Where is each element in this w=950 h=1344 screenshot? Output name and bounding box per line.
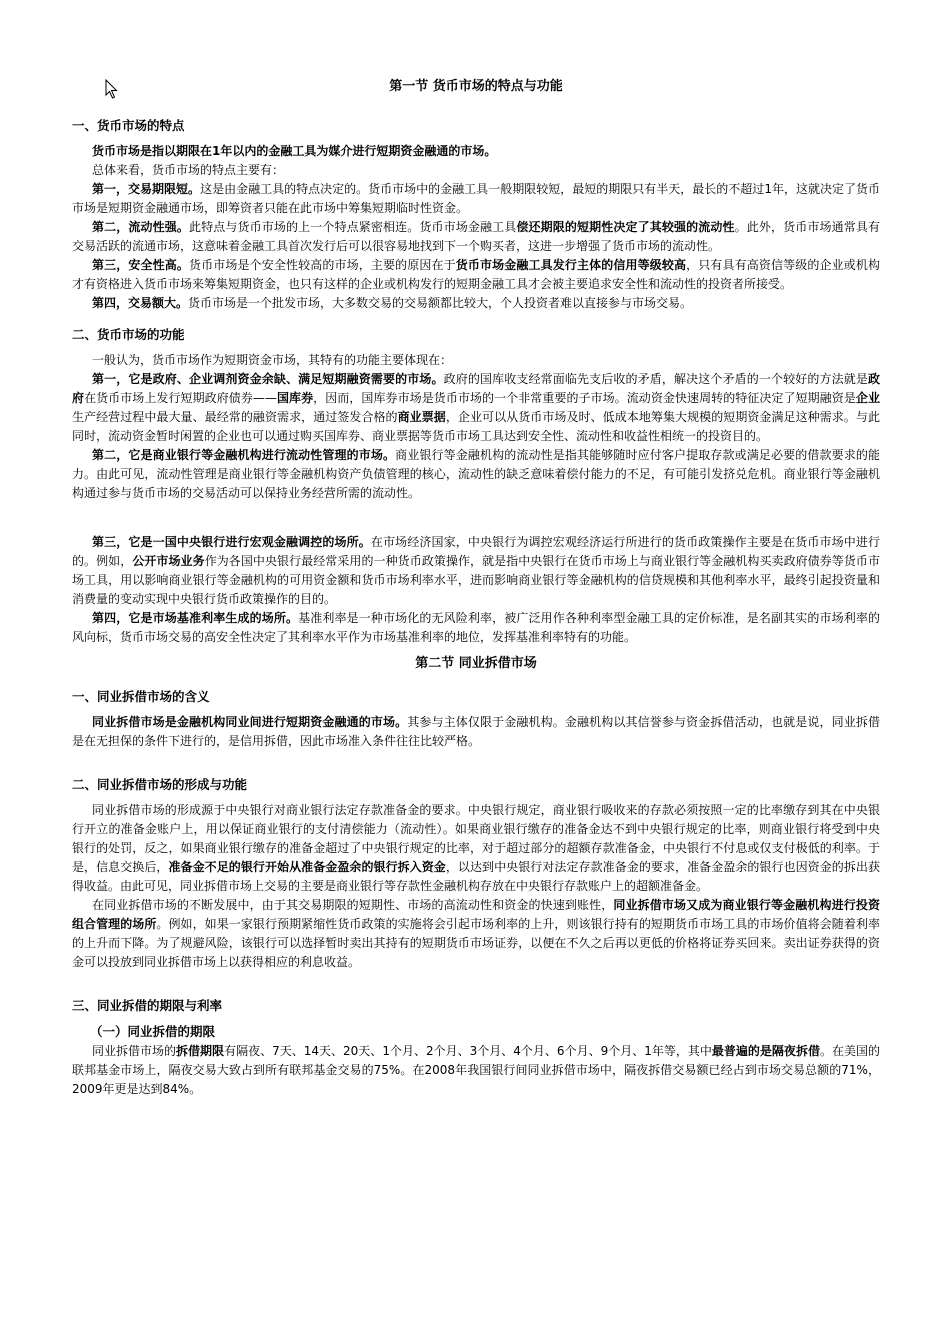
section-2-title: 第二节 同业拆借市场 bbox=[415, 656, 537, 671]
heading-interbank-meaning: 一、同业拆借市场的含义 bbox=[72, 689, 210, 704]
heading-interbank-term-rate: 三、同业拆借的期限与利率 bbox=[72, 998, 223, 1013]
function-4-paragraph: 第四，它是市场基准利率生成的场所。基准利率是一种市场化的无风险利率，被广泛用作各种利率型金融工具的定价标准，是名副其实的市场利率的风向标，货币市场交易的高安全性决定了其利率水平作为市场基准利率的地位，发挥基准利率特有的功能。 bbox=[72, 611, 880, 644]
subheading-interbank-term: （一）同业拆借的期限 bbox=[90, 1024, 216, 1039]
function-2-paragraph: 第二，它是商业银行等金融机构进行流动性管理的市场。商业银行等金融机构的流动性是指其能够随时应付客户提取存款或满足必要的借款要求的能力。由此可见，流动性管理是商业银行等金融机构资产负债管理的核心，流动性的缺乏意味着偿付能力的不足，有可能引发挤兑危机。商业银行等金融机构通过参与货币市场的交易活动可以保持业务经营所需的流动性。 bbox=[72, 448, 880, 500]
heading-interbank-formation: 二、同业拆借市场的形成与功能 bbox=[72, 777, 248, 792]
functions-intro-paragraph: 一般认为，货币市场作为短期资金市场，其特有的功能主要体现在： bbox=[92, 353, 453, 367]
heading-money-market-functions: 二、货币市场的功能 bbox=[72, 327, 185, 342]
feature-3-paragraph: 第三，安全性高。货币市场是个安全性较高的市场，主要的原因在于货币市场金融工具发行主体的信用等级较高，只有具有高资信等级的企业或机构才有资格进入货币市场来筹集短期资金，也只有这样的企业或机构发行的短期金融工具才会被主要追求安全性和流动性的投资者所接受。 bbox=[72, 258, 880, 291]
heading-money-market-features: 一、货币市场的特点 bbox=[72, 118, 185, 133]
formation-paragraph: 同业拆借市场的形成源于中央银行对商业银行法定存款准备金的要求。中央银行规定，商业银行吸收来的存款必须按照一定的比率缴存到其在中央银行开立的准备金账户上，用以保证商业银行的支付清偿能力（流动性）。如果商业银行缴存的准备金达不到中央银行规定的比率，则商业银行将受到中央银行的处罚，反之，如果商业银行缴存的准备金超过了中央银行规定的比率，对于超过部分的超额存款准备金，中央银行不付息或仅支付极低的利率。于是，信息交换后，准备金不足的银行开始从准备金盈余的银行拆入资金，以达到中央银行对法定存款准备金的要求，准备金盈余的银行也因资金的拆出获得收益。由此可见，同业拆借市场上交易的主要是商业银行等存款性金融机构存放在中央银行存款账户上的超额准备金。 bbox=[72, 803, 880, 893]
term-paragraph: 同业拆借市场的拆借期限有隔夜、7天、14天、20天、1个月、2个月、3个月、4个月、6个月、9个月、1年等，其中最普遍的是隔夜拆借。在美国的联邦基金市场上，隔夜交易大致占到所有联邦基金交易的75%。在2008年我国银行间同业拆借市场中，隔夜拆借交易额已经占到市场交易总额的71%，2009年更是达到84%。 bbox=[72, 1044, 880, 1096]
intro-paragraph: 总体来看，货币市场的特点主要有： bbox=[92, 163, 285, 177]
function-3-paragraph: 第三，它是一国中央银行进行宏观金融调控的场所。在市场经济国家，中央银行为调控宏观经济运行所进行的货币政策操作主要是在货币市场中进行的。例如，公开市场业务作为各国中央银行最经常采用的一种货币政策操作，就是指中央银行在货币市场上与商业银行等金融机构买卖政府债券等货币市场工具，用以影响商业银行等金融机构的可用资金额和货币市场利率水平，进而影响商业银行等金融机构的信贷规模和其他利率水平，最终引起投资量和消费量的变动实现中央银行货币政策操作的目的。 bbox=[72, 535, 880, 606]
section-1-title: 第一节 货币市场的特点与功能 bbox=[389, 79, 563, 94]
feature-1-paragraph: 第一，交易期限短。这是由金融工具的特点决定的。货币市场中的金融工具一般期限较短，最短的期限只有半天，最长的不超过1年，这就决定了货币市场是短期资金融通市场，即筹资者只能在此市场中筹集短期临时性资金。 bbox=[72, 182, 880, 215]
feature-4-paragraph: 第四，交易额大。货币市场是一个批发市场，大多数交易的交易额都比较大，个人投资者难以直接参与市场交易。 bbox=[92, 296, 693, 310]
function-1-paragraph: 第一，它是政府、企业调剂资金余缺、满足短期融资需要的市场。政府的国库收支经常面临先支后收的矛盾，解决这个矛盾的一个较好的方法就是政府在货币市场上发行短期政府债券——国库券，因而，国库券市场是货币市场的一个非常重要的子市场。流动资金快速周转的特征决定了短期融资是企业生产经营过程中最大量、最经常的融资需求，通过签发合格的商业票据，企业可以从货币市场及时、低成本地筹集大规模的短期资金满足这种需求。与此同时，流动资金暂时闲置的企业也可以通过购买国库券、商业票据等货币市场工具达到安全性、流动性和收益性相统一的投资目的。 bbox=[72, 372, 880, 443]
feature-2-paragraph: 第二，流动性强。此特点与货币市场的上一个特点紧密相连。货币市场金融工具偿还期限的短期性决定了其较强的流动性。此外，货币市场通常具有交易活跃的流通市场，这意味着金融工具首次发行后可以很容易地找到下一个购买者，这进一步增强了货币市场的流动性。 bbox=[72, 220, 880, 253]
definition-paragraph: 货币市场是指以期限在1年以内的金融工具为媒介进行短期资金融通的市场。 bbox=[92, 144, 497, 158]
document-page bbox=[72, 70, 880, 1099]
interbank-definition-paragraph: 同业拆借市场是金融机构同业间进行短期资金融通的市场。其参与主体仅限于金融机构。金融机构以其信誉参与资金拆借活动，也就是说，同业拆借是在无担保的条件下进行的，是信用拆借，因此市场准入条件往往比较严格。 bbox=[72, 715, 880, 748]
portfolio-paragraph: 在同业拆借市场的不断发展中，由于其交易期限的短期性、市场的高流动性和资金的快速到账性，同业拆借市场又成为商业银行等金融机构进行投资组合管理的场所。例如，如果一家银行预期紧缩性货币政策的实施将会引起市场利率的上升，则该银行持有的短期货币市场工具的市场价值将会随着利率的上升而下降。为了规避风险，该银行可以选择暂时卖出其持有的短期货币市场证券，以便在不久之后再以更低的价格将证券买回来。卖出证券获得的资金可以投放到同业拆借市场上以获得相应的利息收益。 bbox=[72, 898, 880, 969]
